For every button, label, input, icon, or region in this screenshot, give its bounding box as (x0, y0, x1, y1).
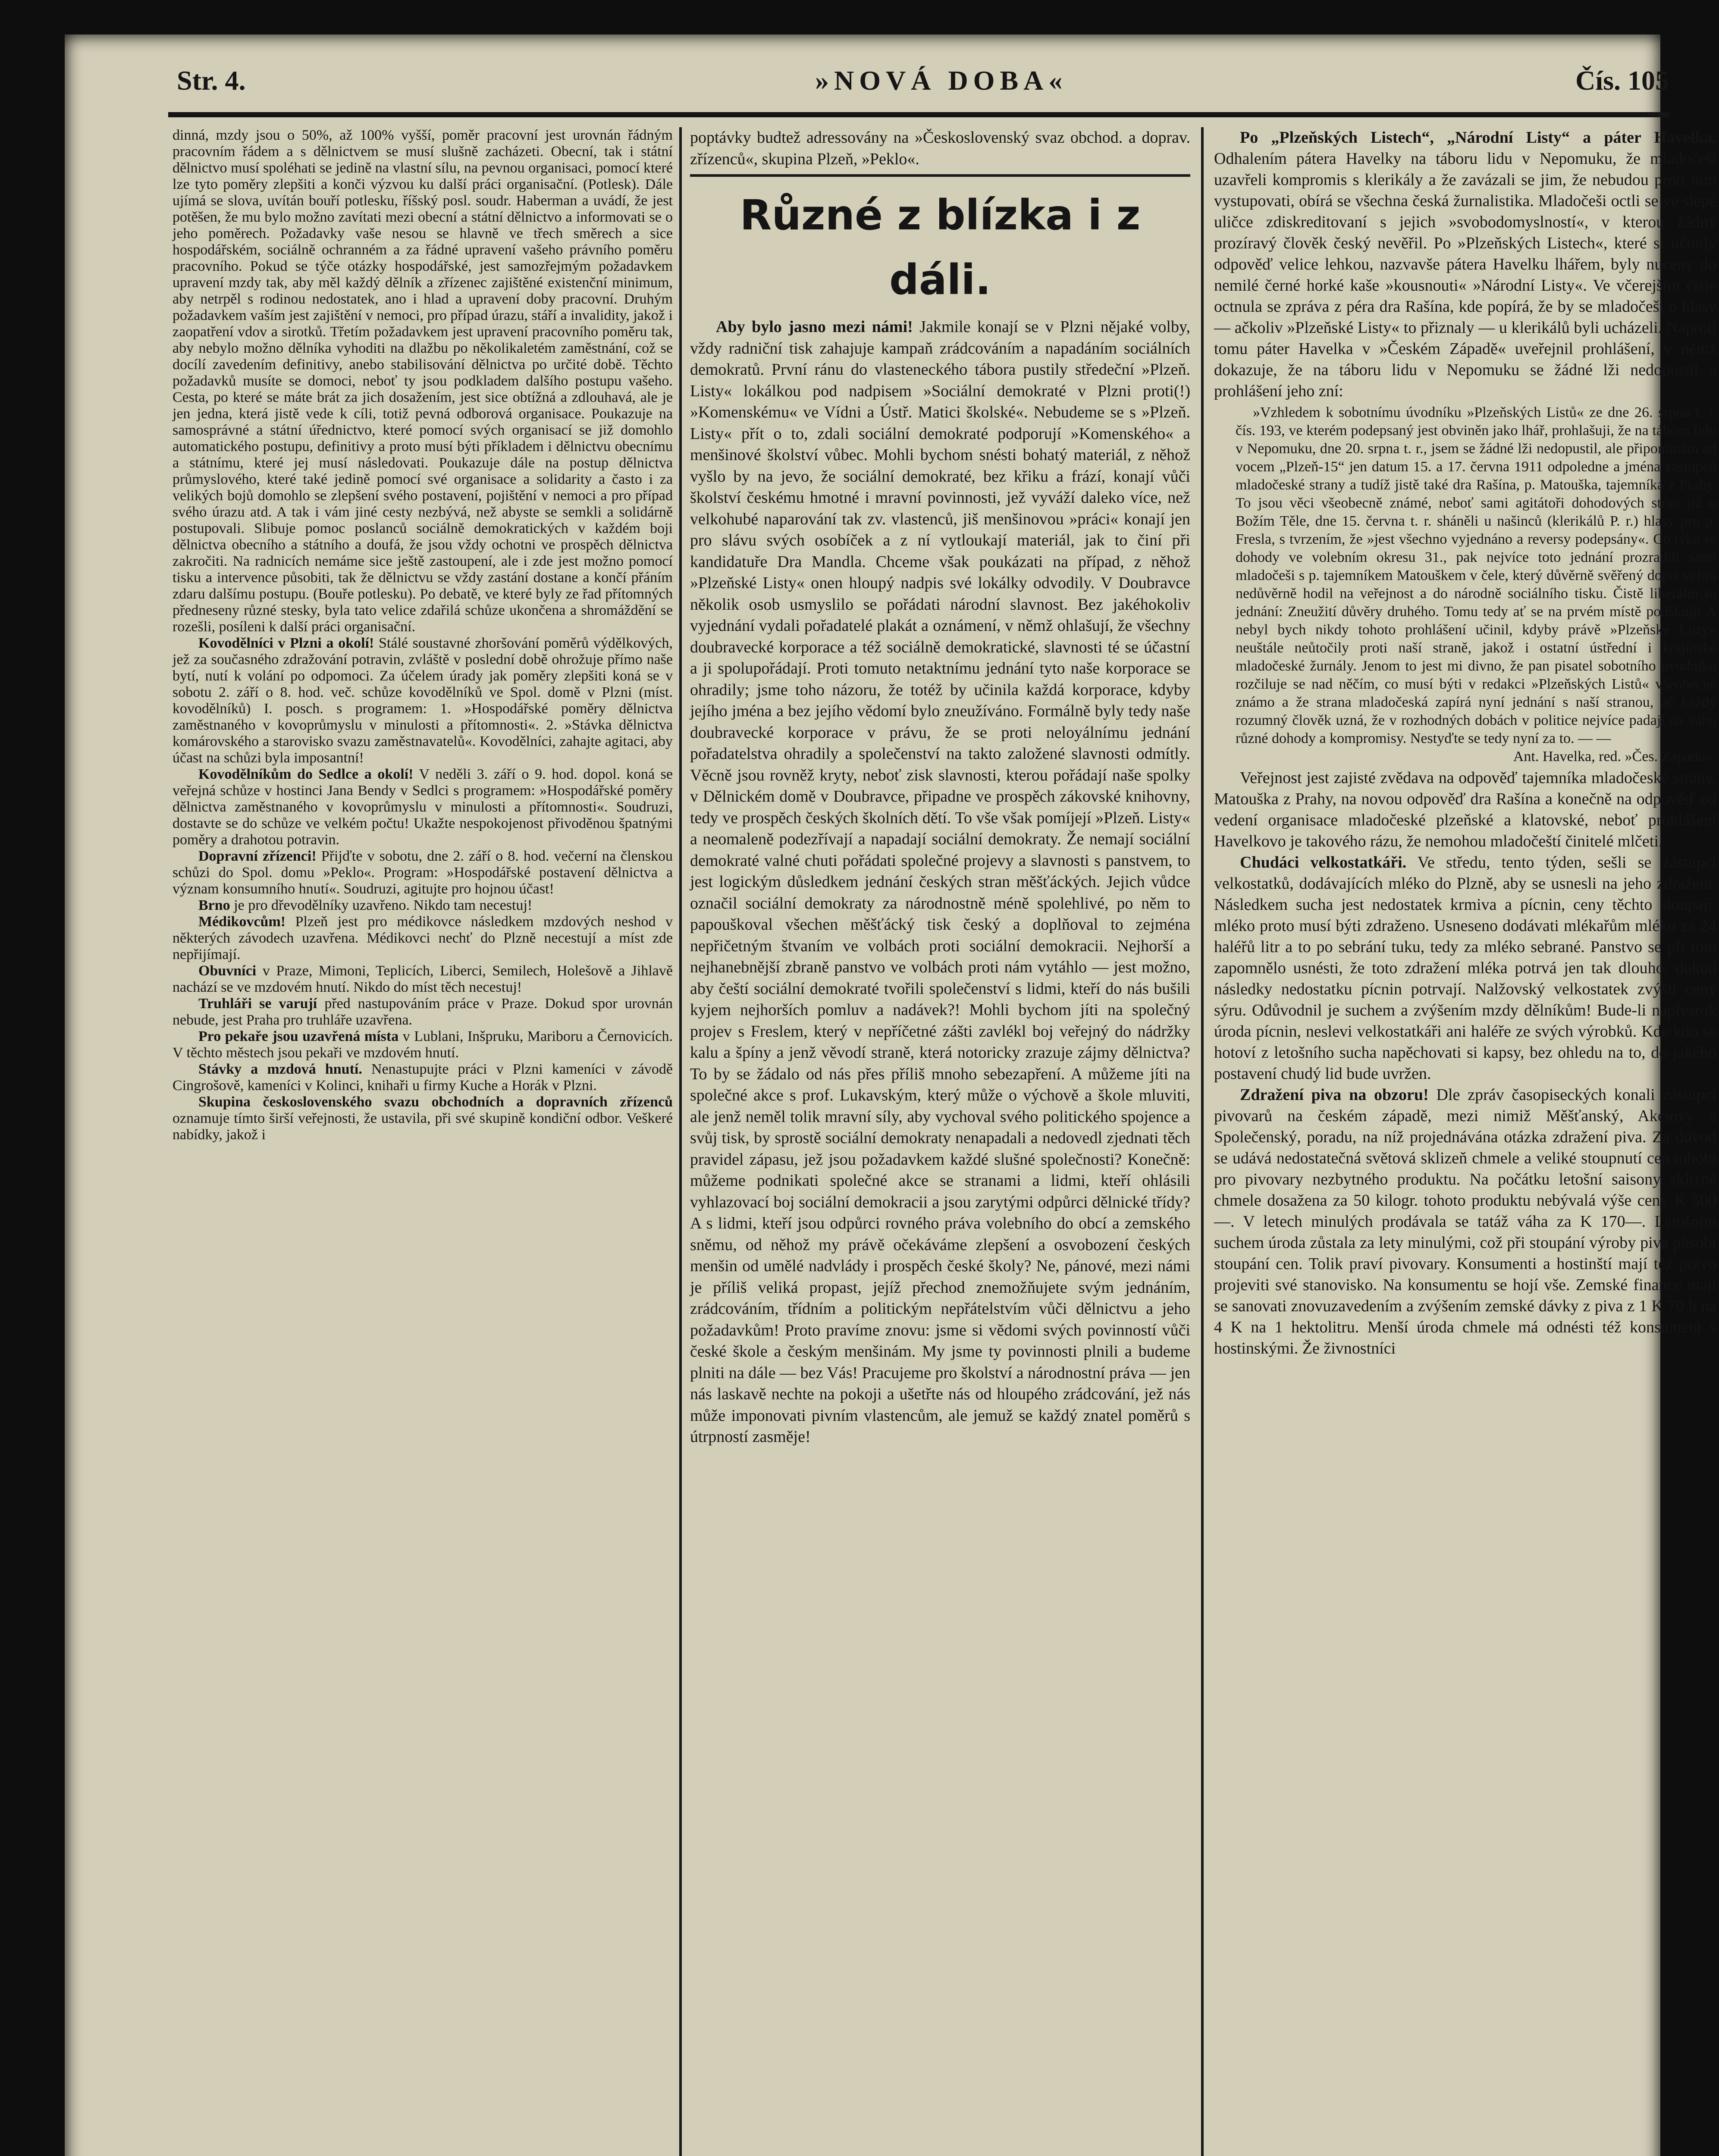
column-divider (1201, 127, 1204, 2156)
article-item (1214, 852, 1716, 1084)
item-text: Ve středu, tento týden, sešli se zástupci velkostatků, dodávajících mléko do Plzně, aby se usnesli na jeho zdražení. Následkem sucha jest nedostatek krmiva a pícnin, ceny těchto stoupají, mléko proto musí býti zdraženo. Usneseno dodávati mlékařům mléko za 24 haléřů litr a to po sebrání tuku, tedy za mléko sebrané. Panstvo se při tom zapomnělo usnésti, že toto zdražení mléka potrvá jen tak dlouho, dokud následky nedostatku pícnin potrvají. Nalžovský velkostatek zvýšil ceny sýru. Odůvodnil je suchem a zvýšením mzdy dělníkům! Bude-li napřesrok úroda pícnin, neslevi velkostatkáři ani haléře ze svých výrobků. Kde kdo se hotoví z letošního sucha napěchovati si kapsy, bez ohledu na to, do jakého postavení chudý lid bude uvržen. (1214, 853, 1716, 1083)
item-heading: Kovodělníci v Plzni a okolí! (198, 635, 374, 651)
item-text: oznamuje tímto širší veřejnosti, že ustavila, při své skupině kondiční odbor. Veškeré nabídky, jakož i (173, 1110, 673, 1143)
article-paragraph: Veřejnost jest zajisté zvědava na odpověď tajemníka mladočeské strany, Matouška z Prahy, na novou odpověď dra Rašína a konečně na odpověď od vedení organisace mladočeské plzeňské a klatovské, neboť prohlášení Havelkovo je takového rázu, že nemohou mladočeští činitelé mlčeti. (1214, 769, 1716, 850)
article-paragraph: poptávky budtež adressovány na »Československý svaz obchod. a doprav. zřízenců«, skupina Plzeň, »Peklo«. (690, 128, 1190, 168)
item-heading: Dopravní zřízenci! (198, 848, 317, 864)
item-heading: Skupina československého svazu obchodních a dopravních zřízenců (198, 1094, 673, 1110)
column-left (173, 127, 673, 2156)
item-text: před nastupováním práce v Praze. Dokud spor urovnán nebude, jest Praha pro truhláře uzavřena. (173, 996, 673, 1028)
item-heading: Pro pekaře jsou uzavřená místa (198, 1028, 399, 1044)
item-text: Přijďte v sobotu, dne 2. září o 8. hod. večerní na členskou schůzi do Spol. domu »Peklo«. Program: »Hospodářské postavení dělnictva a význam konsumního hnutí«. Soudruzi, agitujte pro hojnou účast! (173, 848, 673, 897)
item-text: v Lublani, Inšpruku, Mariboru a Černovicích. V těchto městech jsou pekaři ve mzdovém hnutí. (173, 1028, 673, 1061)
article-item (173, 914, 673, 963)
item-text: Stálé soustavné zhoršování poměrů výdělkových, jež za současného zdražování potravin, zvláště v poslední době ohrožuje přímo naše bytí, nutí k volání po odpomoci. Za účelem úrady jak poměry zlepšiti koná se v sobotu 2. září o 8. hod. več. schůze kovodělníků ve Spol. domě v Plzni (míst. kovodělníků) I. posch. s programem: 1. »Hospodářské poměry dělnictva zaměstnaného v kovoprůmyslu v minulosti a přítomnosti«. 2. »Stávka dělnictva komárovského a starovisko svazu zaměstnavatelů«. Kovodělníci, zahajte agitaci, aby účast na schůzi byla imposantní! (173, 635, 673, 766)
header-rule (168, 112, 1669, 117)
item-text: Dle zpráv časopiseckých konali zástupci pivovarů na českém západě, mezi nimiž Měšťanský, Akciový a Společenský, poradu, na níž projednávána otázka zdražení piva. Za důvod se udává nedostatečná světová sklizeň chmele a veliké stoupnutí cen tohoto pro pivovary nezbytného produktu. Na počátku letošní saisony sklizně chmele dosažena za 50 kilogr. tohoto produktu nebývalá výše ceny K 500—. V letech minulých prodávala se tatáž váha za K 170—. Letošním suchem úroda zůstala za lety minulými, což při stoupání výroby piva působí stoupání cen. Tolik praví pivovary. Konsumenti a hostinští mají též právo projeviti své stanovisko. Na konsumentu se hojí vše. Zemské finance mají se sanovati znovuzavedením a zvýšením zemské dávky z piva z 1 K 70 h na 4 K na 1 hektolitru. Menší úroda chmele má odnésti též konsument s hostinskými. Že živnostníci (1214, 1086, 1717, 1357)
article-item (173, 897, 673, 914)
item-text: je pro dřevodělníky uzavřeno. Nikdo tam necestuj! (230, 897, 533, 913)
item-heading: Brno (198, 897, 230, 913)
column-middle (690, 127, 1190, 2156)
article-item (173, 848, 673, 897)
item-text: Nenastupujte práci v Plzni kameníci v závodě Cingrošově, kameníci v Kolinci, knihaři u firmy Kuche a Horák v Plzni. (173, 1061, 673, 1094)
item-heading: Stávky a mzdová hnutí. (198, 1061, 362, 1077)
item-heading: Zdražení piva na obzoru! (1240, 1086, 1429, 1104)
item-text: v Praze, Mimoni, Teplicích, Liberci, Semilech, Holešově a Jihlavě nachází se ve mzdovém hnutí. Nikdo do míst těch necestuj! (173, 963, 673, 995)
column-divider (679, 127, 682, 2156)
item-heading: Po „Plzeňských Listech“, „Národní Listy“ a páter Havelka. (1240, 128, 1716, 147)
article-item (1214, 127, 1716, 402)
item-heading: Chudáci velkostatkáři. (1240, 853, 1407, 871)
page-number: Str. 4. (177, 65, 246, 96)
article-item (173, 635, 673, 766)
section-rule (690, 174, 1190, 177)
item-heading: Médikovcům! (198, 914, 286, 930)
article-item (1214, 1084, 1716, 1359)
issue-number: Čís. 105 (1575, 65, 1669, 96)
article-item (173, 766, 673, 848)
quoted-statement (1214, 404, 1716, 766)
masthead-title: »NOVÁ DOBA« (815, 65, 1068, 96)
article-item (173, 963, 673, 996)
section-heading: Různé z blízka i z dáli. (740, 191, 1141, 304)
item-heading: Aby bylo jasno mezi námi! (716, 318, 913, 336)
item-heading: Truhláři se varují (198, 996, 317, 1012)
article-item (173, 996, 673, 1028)
article-item (173, 1028, 673, 1061)
newspaper-page (65, 34, 1717, 2156)
quote-text: »Vzhledem k sobotnímu úvodníku »Plzeňských Listů« ze dne 26. srpna t. r. čís. 193, ve kterém podepsaný jest obviněn jako lhář, prohlašuji, že na táboru lidu v Nepomuku, dne 20. srpna t. r., jsem se žádné lži nedopustil, ale připomínám ad vocem „Plzeň-15“ jen datum 15. a 17. června 1911 odpoledne a jména zástupců mladočeské strany a tudíž jistě také dra Rašína, p. Matouška, tajemníka z Prahy. To jsou věci všeobecně známé, neboť sami agitátoři dohodových stran již o Božím Těle, dne 15. června t. r. sháněli u našinců (klerikálů P. r.) hlasy pro p. Fresla, s tvrzením, že »jest všechno vyjednáno a reversy podepsány«. Co týká se dohody ve volebním okresu 31., pak nejvíce toto jednání prozradili sami mladočeši s p. tajemníkem Matouškem v čele, který důvěrně svěřený dopis velmi nedůvěrně hodil na veřejnost a do národně sociálního tisku. Čistě liberální to jednání: Zneužití důvěry druhého. Tomu tedy ať se na prvém místě podškují! A nebyl bych nikdy tohoto prohlášení učinil, kdyby právě »Plzeňské Listy« neuštále neůtočily proti naší straně, jakož i ostatní ústřední i krajinské mladočeské žurnály. Jenom to jest mi divno, že pan pisatel sobotního úvodníku rozčiluje se nad něčím, co musí býti v redakci »Plzeňských Listů« všeobecně známo a že strana mladočeská zapírá nyní jednání s naší stranou, ač každý rozumný člověk uzná, že v rozhodných dobách v politice nejvíce padají na váhu různé dohody a kompromisy. Nestyďte se tedy nyní za to. — — (1236, 404, 1716, 746)
item-heading: Kovodělníkům do Sedlce a okolí! (198, 766, 414, 782)
quote-signature: Ant. Havelka, red. »Čes. Západu«. (1513, 749, 1716, 765)
column-right (1214, 127, 1716, 2156)
article-item (173, 1061, 673, 1094)
item-text: Jakmile konají se v Plzni nějaké volby, vždy radniční tisk zahajuje kampaň zrádcováním a napadáním sociálních demokratů. První ránu do vlasteneckého tábora pustily středeční »Plzeň. Listy« lokálkou pod nadpisem »Sociální demokraté v Plzni proti(!) »Komenskému« ve Vídni a Ústř. Matici školské«. Nebudeme se s »Plzeň. Listy« přít o to, zdali sociální demokraté podporují »Komenského« a menšinové školství vůbec. Mohli bychom snésti bohatý materiál, z něhož vyšlo by na jevo, že sociální demokraté, bez křiku a frází, konají vůči školství českému hmotné i mravní povinnosti, jež vyváží daleko více, než velkohubé naparování tak zv. vlastenců, jiš menšinovou »práci« konají jen pro slávu svých osobíček a z ní vytloukají materiál, jak to činí při kandidatuře Dra Mandla. Chceme však poukázati na případ, z něhož »Plzeňské Listy« onen hloupý nadpis své lokálky odvodily. V Doubravce několik osob usmyslilo se pořádati národní slavnost. Bez jakéhokoliv vyjednání vydali pořadatelé plakát a oznámení, v němž ohlašují, že všechny doubravecké korporace a též sociálně demokratické, slavnosti té se účastní a ji spolupořádají. Proti tomuto netaktnímu jednání tyto naše korporace se ohradily; jsme toho názoru, že totéž by učinila každá korporace, kdyby jejího jména a bez jejího vědomí bylo zneužíváno. Formálně byly tedy naše doubravecké korporace v právu, že se proti neloyálnímu jednání pořadatelstva ohradily a společenství na takto založené slavnosti odmítly. Věcně jsou rovněž kryty, neboť zisk slavnosti, kterou pořádají naše spolky v Dělnickém domě v Doubravce, připadne ve prospěch zákovské knihovny, tedy ve prospěch českých školních dětí. To vše však pomíjejí »Plzeň. Listy« a neomaleně podezřívají a napadají sociální demokraty. Že nemají sociální demokraté valné chuti pořádati společné projevy a slavnosti s panstvem, to jest logickým důsledkem jednání českých stran měšťáckých. Jejich vůdce označil sociální demokraty za národnostně méně spolehlivé, po něm to papouškoval všechen měšťácký tisk český a doplňoval to zejména nepřičetným štvaním ve volbách proti sociální demokracii. Nejhorší a nejhanebnější zbraně panstvo ve volbách proti nám vytáhlo — jest možno, aby čeští sociální demokraté tvořili společenství s lidmi, kteří do nás bušili kyjem nejhorších pomluv a nadávek?! Mohli bychom jíti na společný projev s Freslem, který v nepříčetné zášti zavlékl boj veřejný do nádržky kalu a špíny a jenž věvodí straně, která notoricky zrazuje zájmy dělnictva? To by se žádalo od nás přes příliš mnoho sebezapření. A můžeme jíti na společné akce s prof. Lukavským, který může o výchově a škole mluviti, ale jenž neměl tolik mravní síly, aby vychoval svého politického spojence a svůj tisk, by sprostě sociální demokraty nenapadali a nedovedl zjednati těch pravidel zápasu, jež jsou požadavkem každé slušné společnosti? Konečně: můžeme podnikati společné akce se stranami a lidmi, kteří ohlásili vyhlazovací boj sociální demokracii a jsou zarytými odpůrci dělnické třídy? A s lidmi, kteří jsou odpůrci rovného práva volebního do obcí a zemského sněmu, od něhož my právě očekáváme zlepšení a osvobození českých menšin od umělé nadvlády i prospěch české školy? Ne, pánové, mezi námi je příliš veliká propast, jejíž přechod znemožňujete svým jednáním, zrádcováním, třídním a politickým nepřátelstvím vůči dělnictvu a jeho požadavkům! Proto pravíme znovu: jsme si vědomi svých povinností vůči české škole a českým menšinám. My jsme ty povinnosti plnili a budeme plniti na dále — bez Vás! Pracujeme pro školství a národnostní práva — jen nás laskavě nechte na pokoji a ušetřte nás od hloupého zrádcování, jež nás může imponovati pivním vlastencům, ale jemuž se každý znatel poměrů s útrpností zasměje! (690, 318, 1190, 1446)
article-item (173, 1094, 673, 1143)
article-item (690, 317, 1190, 1448)
item-text: V neděli 3. září o 9. hod. dopol. koná se veřejná schůze v hostinci Jana Bendy v Sedlci s programem: »Hospodářské poměry dělnictva zaměstnaného v kovoprůmyslu v minulosti a přítomnosti«. Soudruzi, dostavte se do schůze ve velkém počtu! Ukažte nespokojenost přivoděnou špatnými poměry a drahotou potravin. (173, 766, 673, 848)
article-paragraph: dinná, mzdy jsou o 50%, až 100% vyšší, poměr pracovní jest urovnán řádným pracovním řádem a s dělnictvem se musí slušně zacházeti. Obecní, tak i státní dělnictvo musí spoléhati se jedině na vlastní sílu, na pevnou organisaci, pomocí které lze tyto poměry zlepšiti a konči výzvou ku další práci organisační. (Potlesk). Dále ujímá se slova, uvítán bouří potlesku, říšský posl. soudr. Haberman a uvádí, že jest potěšen, že mu bylo možno zavítati mezi obecní a státní dělnictvo a informovati se o jeho poměrech. Požadavky vaše nesou se hlavně ve třech směrech a sice hospodářském, sociálně ochranném a za řádné upravení vašeho právního poměru pracovního. Pokud se týče otázky hospodářské, jest samozřejmým požadavkem upravení mzdy tak, aby měl každý dělník a zřízenec zajištěné existenční minimum, aby netrpěl s rodinou nedostatek, ano i hlad a upravení doby pracovní. Druhým požadavkem vaším jest zajištění v nemoci, pro případ úrazu, stáří a invalidity, jakož i zaopatření vdov a sirotků. Třetím požadavkem jest upravení pracovního poměru tak, aby nebylo možno dělníka vyhoditi na dlažbu po několikaletém zaměstnání, což se docílí zavedením definitivy, anebo stabilisování dělnictva po určité době. Těchto požadavků musíte se domoci, neboť ty jsou podkladem dalšího postupu vašeho. Cesta, po které se máte brát za jich dosažením, jest sice obtížná a zdlouhavá, ale je jen jedna, která jistě vede k cíli, totiž pevná odborová organisace. Poukazuje na samosprávné a státní úřednictvo, které pomocí svých organisací se již domohlo automatického postupu, definitivy a proto musí býti příkladem i dělnictvu obecnímu a státnímu, které jej musí následovati. Poukazuje dále na postup dělnictva průmyslového, které také jedině pomocí své organisace a solidarity a často i za velikých bojů domohlo se zlepšení svého postavení, pojištění v nemoci a pro případ svého úrazu atd. A tak i vám jiné cesty nezbývá, než abyste se semkli a solidárně postupovali. Slibuje pomoc poslanců sociálně demokratických v každém boji dělnictva obecního a státního a doufá, že jsou vždy ochotni ve prospěch dělnictva zakročiti. Na radnicích nemáme sice ještě zastoupení, ale i zde jest možno pomocí tisku a intervence působiti, tak že dělnictvu se vždy zastání dostane a končí přáním zdaru dalšímu postupu. (Bouře potlesku). Po debatě, ve které byly ze řad přítomných předneseny různé stesky, byla tato velice zdařilá schůze ukončena a shromáždění se rozešli, posíleni k další práci organisační. (173, 127, 673, 635)
item-text: Plzeň jest pro médikovce následkem mzdových neshod v některých závodech uzavřena. Médikovci nechť do Plzně necestují a míst zde nepřijímají. (173, 914, 673, 962)
item-text: Odhalením pátera Havelky na táboru lidu v Nepomuku, že mladočeši uzavřeli kompromis s klerikály a že zavázali se jim, že nebudou proti nim vystupovati, obírá se všechna česká žurnalistika. Mladočeši octli se ve slepé uličce zdiskreditovaní s jejich »svobodomyslností«, v kterou žádný prozíravý člověk český nevěřil. Po »Plzeňských Listech«, které si učinily odpověď velice lehkou, nazvavše pátera Havelku lhářem, byly nuceny do nemilé černé horké kaše »kousnouti« »Národní Listy«. Ve včerejším čísle octnula se zpráva z péra dra Rašína, kde popírá, že by se mladočeši o hlasy — ačkoliv »Plzeňské Listy« to přiznaly — u klerikálů byli ucházeli. Naproti tomu páter Havelka v »Českém Západě« uveřejnil prohlášení, v němž dokazuje, že na táboru lidu v Nepomuku se žádné lži nedopustil a prohlášení jeho zní: (1214, 150, 1716, 400)
item-heading: Obuvníci (198, 963, 257, 979)
page-header (177, 60, 1669, 108)
